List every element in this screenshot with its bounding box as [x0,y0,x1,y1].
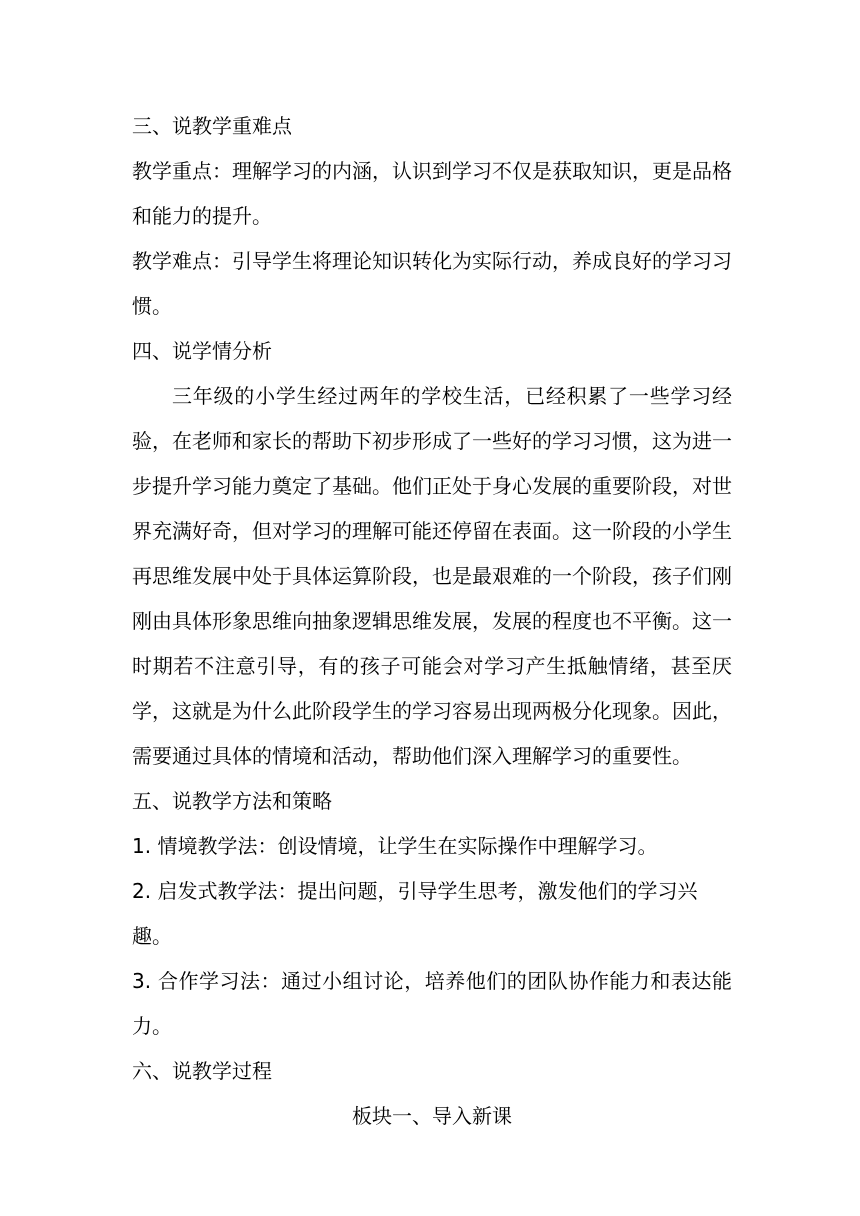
method-item-3: 3. 合作学习法：通过小组讨论，培养他们的团队协作能力和表达能力。 [132,969,732,1038]
section-heading-difficulty: 三、说教学重难点 [132,114,292,138]
section-heading-analysis: 四、说学情分析 [132,339,272,363]
method-item-1: 1. 情境教学法：创设情境，让学生在实际操作中理解学习。 [132,834,658,858]
document-body [132,104,732,1139]
section-heading-process: 六、说教学过程 [132,1059,272,1083]
key-point-paragraph: 教学重点：理解学习的内涵，认识到学习不仅是获取知识，更是品格和能力的提升。 [132,159,732,228]
section-heading-methods: 五、说教学方法和策略 [132,789,332,813]
block-1-title: 板块一、导入新课 [352,1104,512,1128]
analysis-paragraph: 三年级的小学生经过两年的学校生活，已经积累了一些学习经验，在老师和家长的帮助下初步形成了一些好的学习习惯，这为进一步提升学习能力奠定了基础。他们正处于身心发展的重要阶段，对世界充满好奇，但对学习的理解可能还停留在表面。这一阶段的小学生再思维发展中处于具体运算阶段，也是最艰难的一个阶段，孩子们刚刚由具体形象思维向抽象逻辑思维发展，发展的程度也不平衡。这一时期若不注意引导，有的孩子可能会对学习产生抵触情绪，甚至厌学，这就是为什么此阶段学生的学习容易出现两极分化现象。因此，需要通过具体的情境和活动，帮助他们深入理解学习的重要性。 [132,384,732,768]
difficult-point-paragraph: 教学难点：引导学生将理论知识转化为实际行动，养成良好的学习习惯。 [132,249,732,318]
method-item-2: 2. 启发式教学法：提出问题，引导学生思考，激发他们的学习兴趣。 [132,879,698,948]
